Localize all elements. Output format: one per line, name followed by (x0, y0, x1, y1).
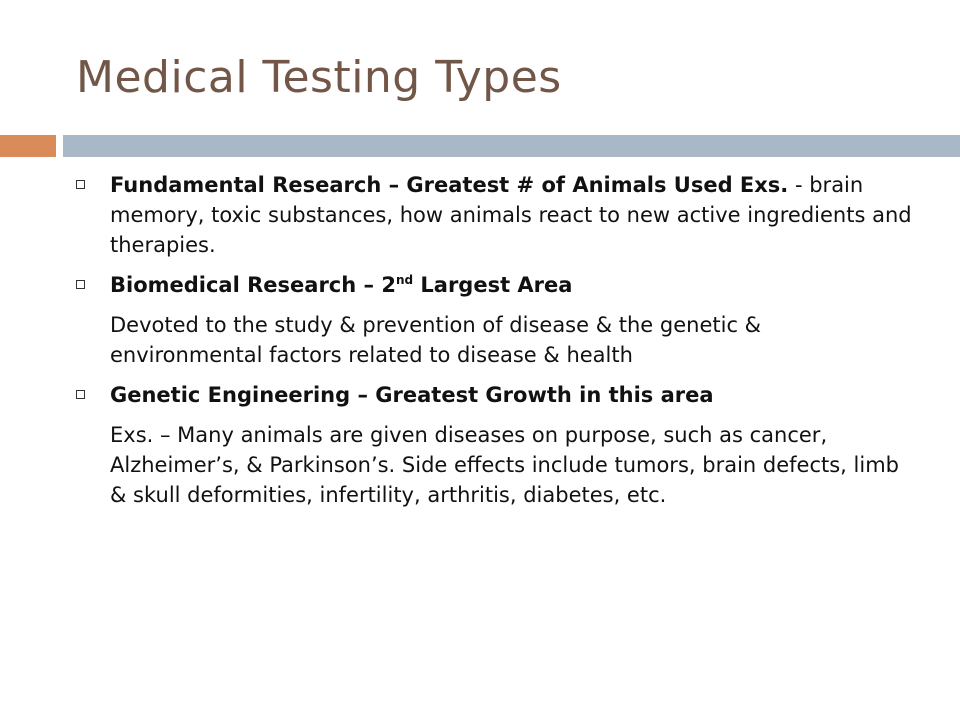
biomedical-description: Devoted to the study & prevention of disease & the genetic & environmental factors related to disease & health (110, 313, 762, 367)
ordinal-suffix: nd (395, 273, 414, 287)
slide-content (76, 170, 916, 520)
heading-part: Biomedical Research – 2 (110, 273, 396, 297)
square-bullet-icon (76, 280, 85, 289)
square-bullet-icon (76, 180, 85, 189)
accent-bar (0, 135, 56, 157)
bullet-heading: Fundamental Research – Greatest # of Animals Used Exs. (110, 173, 789, 197)
slide-title: Medical Testing Types (76, 52, 562, 103)
bullet-biomedical-research (76, 270, 916, 300)
bullet-heading (110, 273, 572, 297)
heading-part: Largest Area (413, 273, 573, 297)
bullet-heading: Genetic Engineering – Greatest Growth in this area (110, 383, 714, 407)
title-divider-bar (63, 135, 960, 157)
bullet-fundamental-research (76, 170, 916, 260)
bullet-genetic-engineering (76, 380, 916, 410)
square-bullet-icon (76, 390, 85, 399)
bullet-description: - brain memory, toxic substances, how animals react to new active ingredients and therapies. (110, 173, 912, 257)
genetic-engineering-description: Exs. – Many animals are given diseases on purpose, such as cancer, Alzheimer’s, & Parkinson’s. Side effects include tumors, brain defects, limb & skull deformities, infertility, arthritis, diabetes, etc. (110, 423, 899, 507)
